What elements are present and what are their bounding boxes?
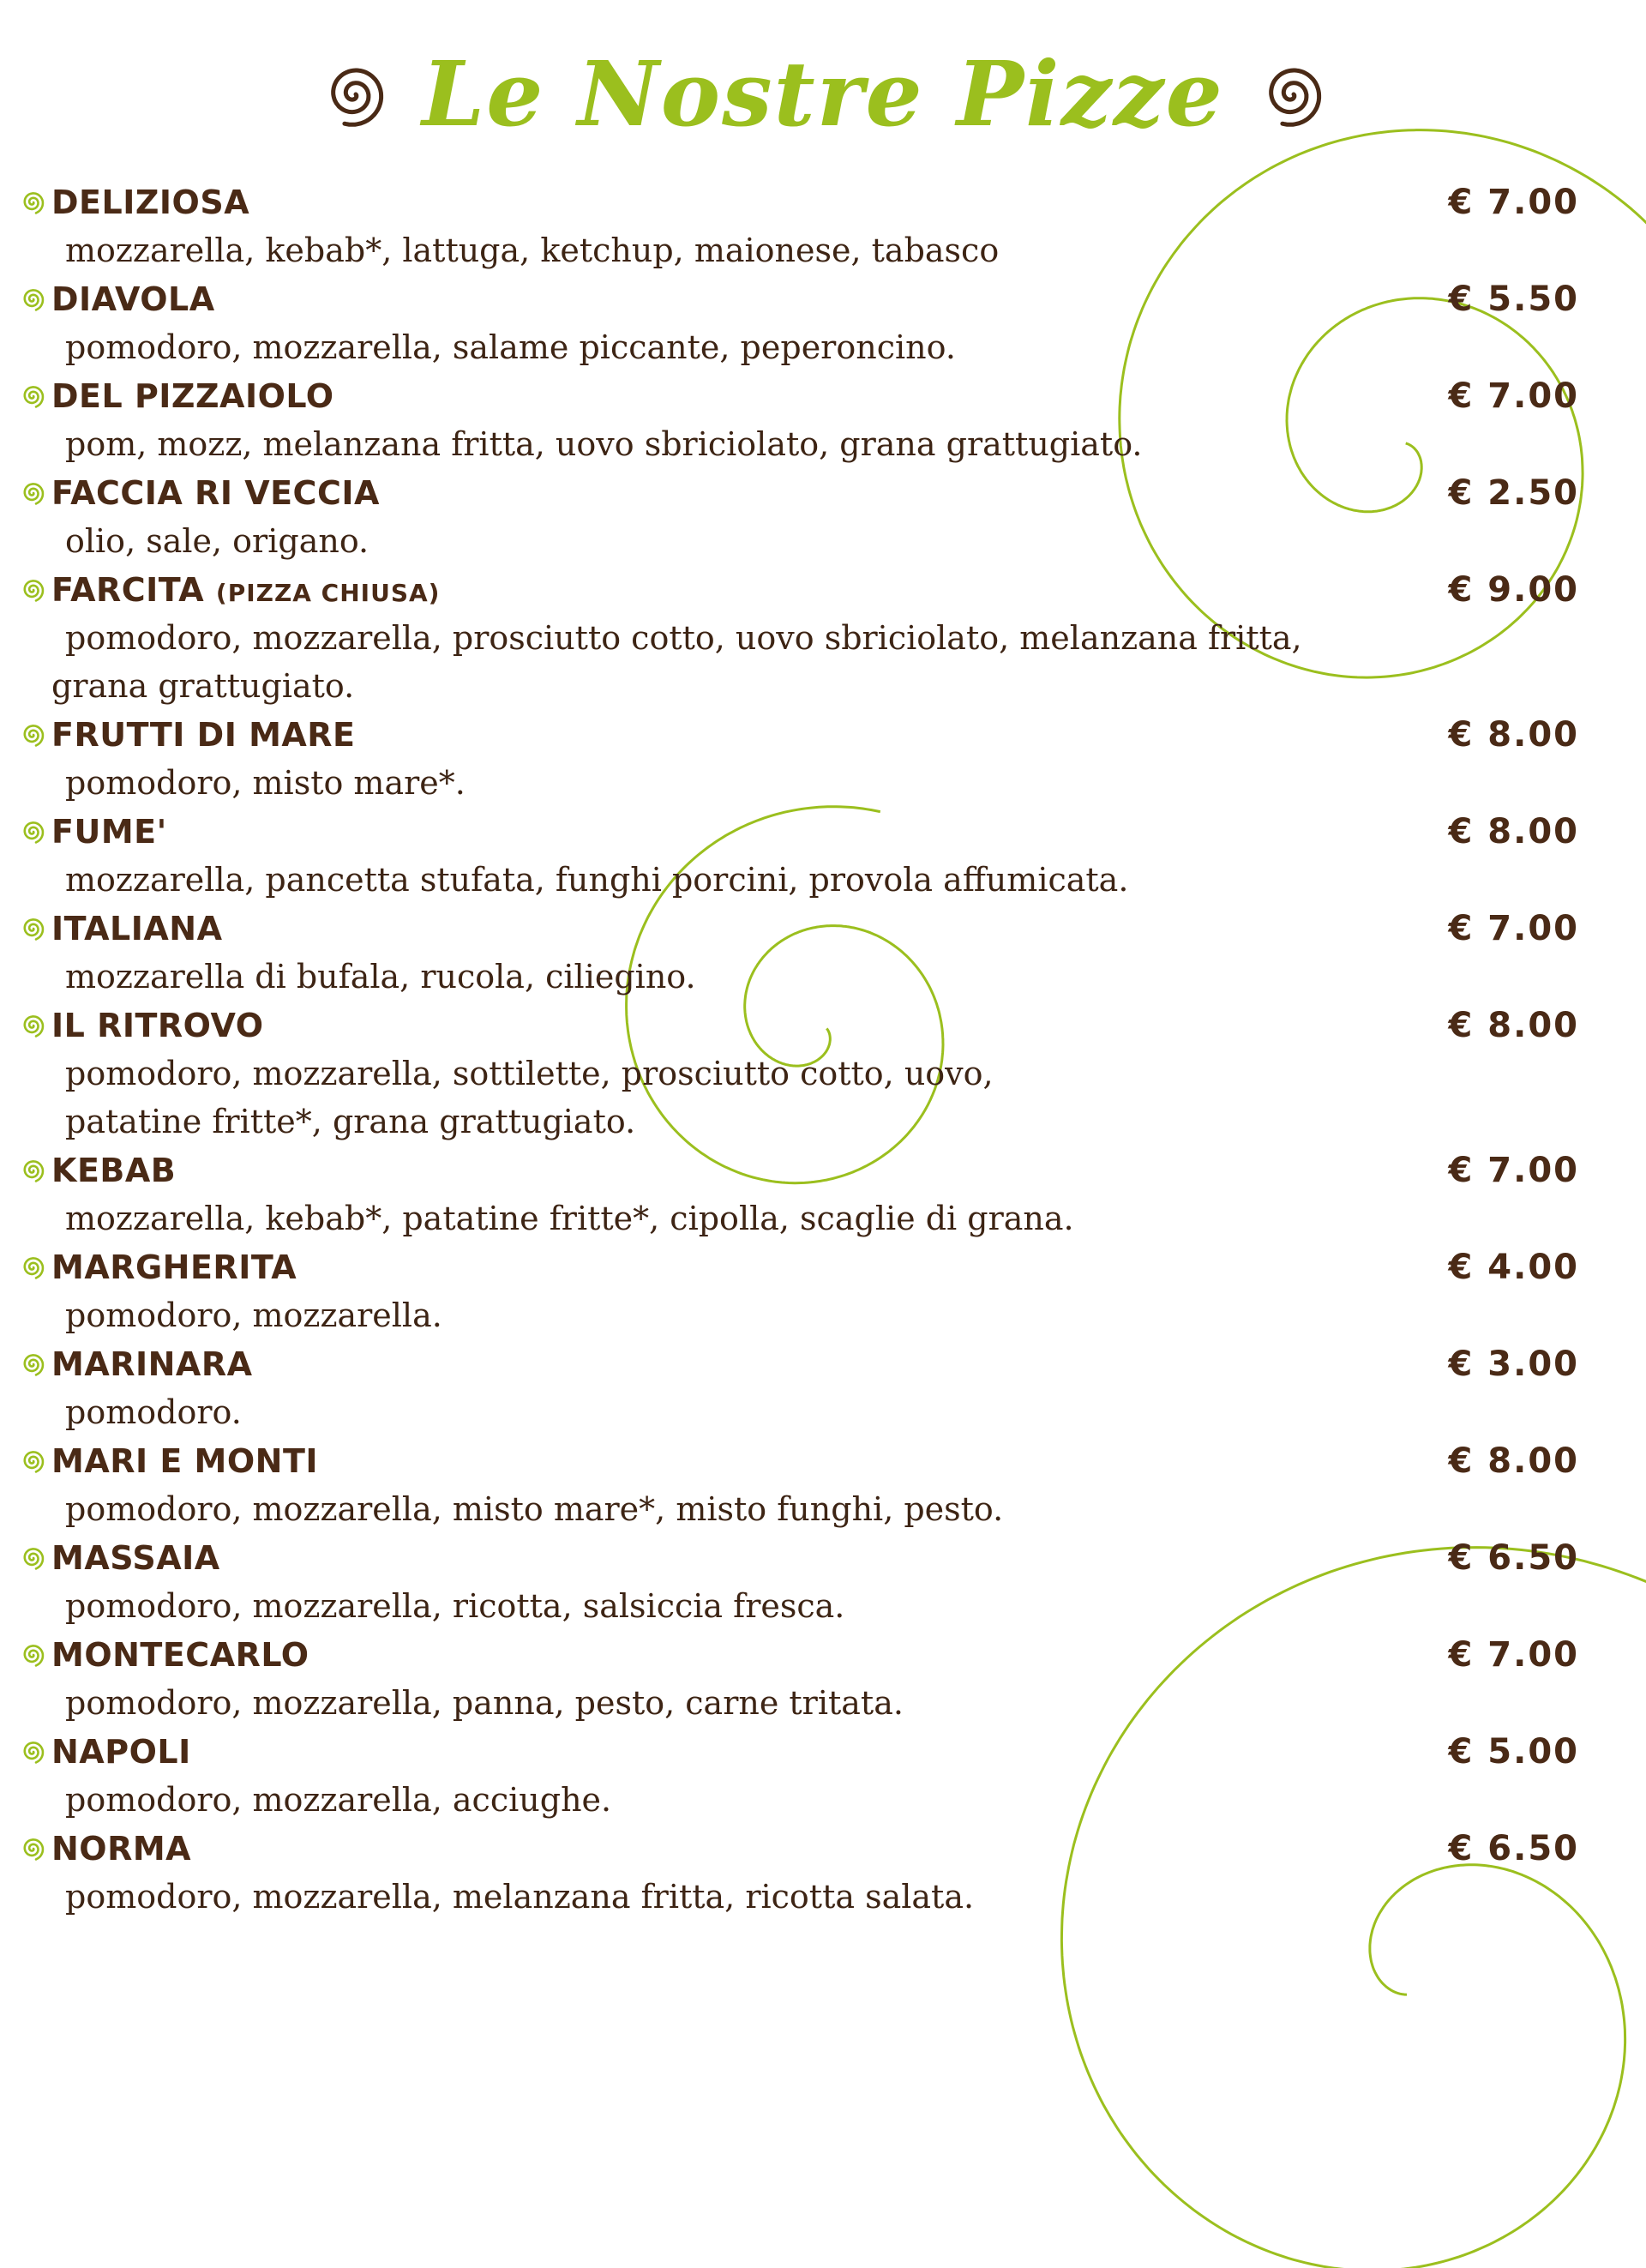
list-item [19, 1728, 1579, 1824]
item-name [51, 474, 380, 512]
item-price: € 5.00 [1448, 1732, 1579, 1772]
item-name-text: MONTECARLO [51, 1636, 309, 1674]
spiral-bullet-icon [19, 479, 46, 507]
item-name-text: MARI E MONTI [51, 1442, 319, 1480]
list-item [19, 469, 1579, 565]
item-ingredients: pomodoro, mozzarella, acciughe. [65, 1781, 612, 1819]
item-price: € 8.00 [1448, 1006, 1579, 1045]
item-name-text: FUME' [51, 813, 167, 851]
spiral-bullet-icon [19, 1544, 46, 1572]
item-name [51, 910, 223, 948]
list-item [19, 1002, 1579, 1146]
item-name-text: DELIZIOSA [51, 183, 250, 221]
item-ingredients: pomodoro, mozzarella, panna, pesto, carne tritata. [65, 1684, 904, 1722]
item-name-text: KEBAB [51, 1152, 177, 1189]
list-item [19, 1146, 1579, 1242]
item-ingredients: pomodoro, mozzarella, sottilette, prosciutto cotto, uovo, [65, 1055, 994, 1092]
list-item [19, 1825, 1579, 1921]
spiral-icon [319, 59, 389, 129]
item-header-row [19, 711, 1579, 759]
item-header-row [19, 1728, 1579, 1776]
item-name [51, 1733, 191, 1771]
item-name [51, 1152, 176, 1189]
spiral-bullet-icon [19, 286, 46, 313]
item-ingredients: mozzarella, kebab*, patatine fritte*, cipolla, scaglie di grana. [65, 1200, 1074, 1237]
list-item [19, 808, 1579, 904]
item-header-row [19, 178, 1579, 226]
item-header-row [19, 566, 1579, 614]
pizza-list [19, 178, 1579, 1922]
item-name [51, 1007, 264, 1044]
item-header-row [19, 1534, 1579, 1582]
item-ingredients: olio, sale, origano. [65, 522, 369, 560]
item-price: € 8.00 [1448, 812, 1579, 851]
item-ingredients: pomodoro, mozzarella, misto mare*, misto funghi, pesto. [65, 1490, 1004, 1528]
item-name [51, 1539, 220, 1577]
item-name-text: FACCIA RI VECCIA [51, 474, 380, 512]
item-name-text: DEL PIZZAIOLO [51, 377, 334, 415]
spiral-bullet-icon [19, 1641, 46, 1669]
item-ingredients: mozzarella di bufala, rucola, ciliegino. [65, 958, 696, 996]
spiral-bullet-icon [19, 1254, 46, 1281]
item-ingredients: pom, mozz, melanzana fritta, uovo sbriciolato, grana grattugiato. [65, 425, 1143, 463]
item-header-row [19, 1437, 1579, 1485]
item-price: € 7.00 [1448, 909, 1579, 948]
item-header-row [19, 1146, 1579, 1194]
item-ingredients: pomodoro, mozzarella, melanzana fritta, ricotta salata. [65, 1878, 975, 1916]
item-header-row [19, 905, 1579, 953]
spiral-bullet-icon [19, 1351, 46, 1378]
item-name-text: NAPOLI [51, 1733, 191, 1771]
item-header-row [19, 372, 1579, 420]
item-price: € 5.50 [1448, 280, 1579, 319]
list-item [19, 1340, 1579, 1436]
item-price: € 8.00 [1448, 1441, 1579, 1481]
item-name-text: DIAVOLA [51, 280, 215, 318]
item-name-text: IL RITROVO [51, 1007, 264, 1044]
item-header-row [19, 1002, 1579, 1050]
spiral-bullet-icon [19, 721, 46, 749]
item-ingredients: pomodoro. [65, 1393, 242, 1431]
list-item [19, 1437, 1579, 1533]
item-header-row [19, 469, 1579, 517]
spiral-bullet-icon [19, 382, 46, 410]
item-ingredients: pomodoro, mozzarella, ricotta, salsiccia fresca. [65, 1587, 845, 1625]
spiral-icon [1257, 59, 1327, 129]
spiral-bullet-icon [19, 189, 46, 216]
spiral-bullet-icon [19, 818, 46, 845]
item-name-text: NORMA [51, 1830, 192, 1868]
spiral-bullet-icon [19, 1157, 46, 1184]
item-ingredients: pomodoro, mozzarella, prosciutto cotto, uovo sbriciolato, melanzana fritta, [65, 619, 1302, 657]
item-name-text: MASSAIA [51, 1539, 220, 1577]
item-header-row [19, 275, 1579, 323]
list-item [19, 711, 1579, 807]
item-name [51, 813, 167, 851]
page-header [0, 34, 1646, 154]
item-name [51, 377, 334, 415]
item-price: € 6.50 [1448, 1829, 1579, 1868]
item-price: € 7.00 [1448, 1151, 1579, 1190]
item-name-text: ITALIANA [51, 910, 223, 948]
item-header-row [19, 1825, 1579, 1873]
item-name [51, 716, 356, 754]
item-price: € 7.00 [1448, 183, 1579, 222]
item-ingredients: pomodoro, mozzarella. [65, 1296, 442, 1334]
list-item [19, 275, 1579, 371]
item-name [51, 1442, 318, 1480]
item-name-text: FARCITA [51, 571, 205, 609]
item-price: € 9.00 [1448, 570, 1579, 610]
item-name-text: MARINARA [51, 1345, 253, 1383]
item-name-text: FRUTTI DI MARE [51, 716, 356, 754]
item-price: € 7.00 [1448, 376, 1579, 416]
list-item [19, 1243, 1579, 1339]
item-ingredients: mozzarella, pancetta stufata, funghi porcini, provola affumicata. [65, 861, 1129, 899]
item-price: € 2.50 [1448, 473, 1579, 513]
spiral-bullet-icon [19, 1012, 46, 1039]
item-name [51, 280, 215, 318]
item-subtitle: (PIZZA CHIUSA) [215, 579, 441, 607]
item-ingredients: pomodoro, misto mare*. [65, 764, 466, 802]
item-name-text: MARGHERITA [51, 1248, 297, 1286]
spiral-bullet-icon [19, 1738, 46, 1766]
item-name [51, 1248, 297, 1286]
item-ingredients: mozzarella, kebab*, lattuga, ketchup, maionese, tabasco [65, 232, 1000, 269]
list-item [19, 178, 1579, 274]
item-name [51, 1830, 191, 1868]
item-ingredients: pomodoro, mozzarella, salame piccante, peperoncino. [65, 328, 956, 366]
item-header-row [19, 808, 1579, 856]
list-item [19, 905, 1579, 1001]
page-title: Le Nostre Pizze [422, 41, 1224, 147]
spiral-bullet-icon [19, 1835, 46, 1862]
item-name [51, 183, 249, 221]
item-header-row [19, 1243, 1579, 1291]
list-item [19, 372, 1579, 468]
item-name [51, 1636, 309, 1674]
item-price: € 3.00 [1448, 1345, 1579, 1384]
spiral-bullet-icon [19, 576, 46, 604]
item-price: € 8.00 [1448, 715, 1579, 755]
item-header-row [19, 1340, 1579, 1388]
spiral-bullet-icon [19, 915, 46, 942]
item-name [51, 1345, 253, 1383]
item-header-row [19, 1631, 1579, 1679]
item-name [51, 571, 440, 609]
spiral-bullet-icon [19, 1447, 46, 1475]
item-ingredients: grana grattugiato. [51, 667, 355, 705]
list-item [19, 1534, 1579, 1630]
item-price: € 4.00 [1448, 1248, 1579, 1287]
list-item [19, 566, 1579, 710]
item-ingredients: patatine fritte*, grana grattugiato. [65, 1103, 636, 1140]
list-item [19, 1631, 1579, 1727]
item-price: € 6.50 [1448, 1538, 1579, 1578]
item-price: € 7.00 [1448, 1635, 1579, 1675]
